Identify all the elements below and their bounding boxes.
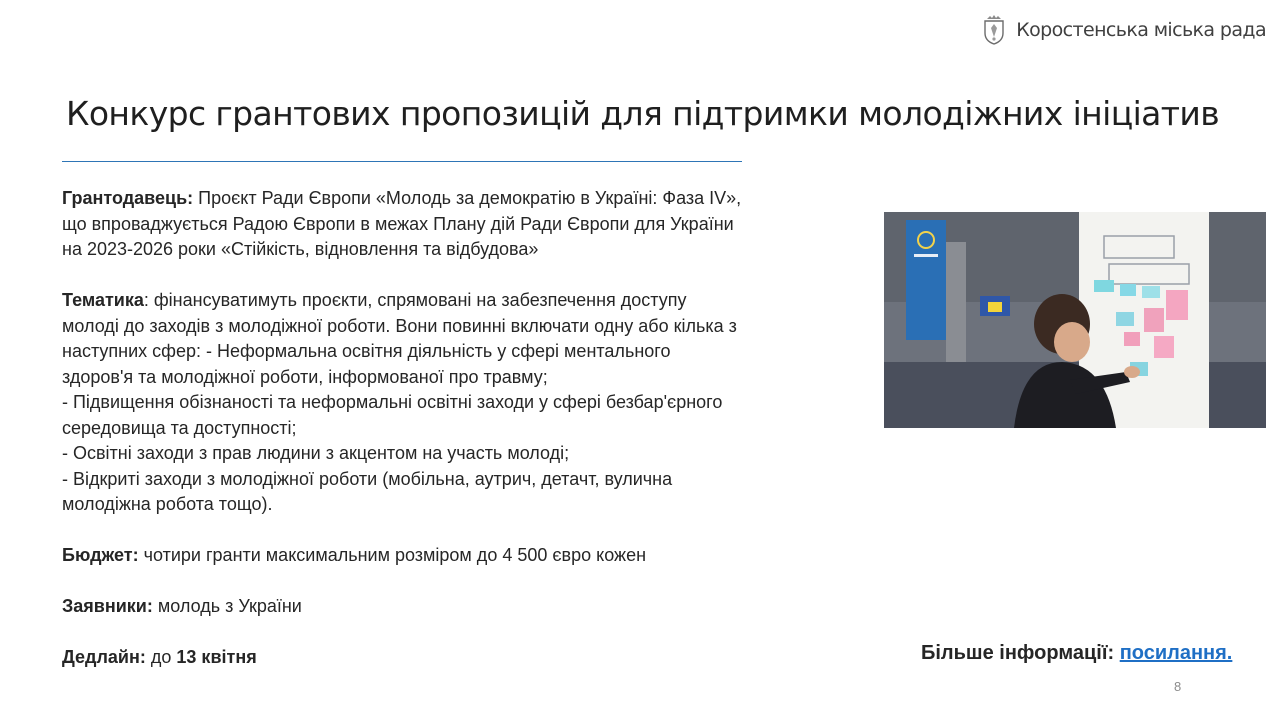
topic-paragraph xyxy=(62,288,872,518)
topic-text: молоді до заходів з молодіжної роботи. Вони повинні включати одну або кілька з xyxy=(62,315,737,336)
page-number: 8 xyxy=(1174,679,1182,694)
organization-header xyxy=(982,14,1266,46)
slide-title: Конкурс грантових пропозицій для підтримки молодіжних ініціатив xyxy=(66,94,1220,133)
applicants-paragraph xyxy=(62,594,872,620)
topic-text: - Відкриті заходи з молодіжної роботи (мобільна, аутрич, детачт, вулична xyxy=(62,468,673,489)
deadline-label: Дедлайн: xyxy=(62,647,146,667)
grantor-text: на 2023-2026 роки «Стійкість, відновлення та відбудова» xyxy=(62,239,539,259)
deadline-paragraph xyxy=(62,645,872,671)
grantor-label: Грантодавець: xyxy=(62,188,194,208)
applicants-text: молодь з України xyxy=(157,596,302,616)
topic-text: здоров'я та молодіжної роботи, інформованої про травму; xyxy=(62,366,548,387)
topic-text: середовища та доступності; xyxy=(62,417,297,438)
city-crest-icon xyxy=(982,14,1006,46)
grantor-text: Проєкт Ради Європи «Молодь за демократію в Україні: Фаза IV», xyxy=(198,188,742,208)
grantor-paragraph xyxy=(62,186,872,263)
slide-body xyxy=(62,186,872,696)
topic-text: - Підвищення обізнаності та неформальні освітні заходи у сфері безбар'єрного xyxy=(62,392,723,412)
topic-label: Тематика xyxy=(62,290,144,310)
budget-paragraph xyxy=(62,543,872,569)
deadline-date: 13 квітня xyxy=(176,647,257,667)
topic-text: молодіжна робота тощо). xyxy=(62,494,273,514)
budget-text: чотири гранти максимальним розміром до 4 500 євро кожен xyxy=(143,545,647,565)
grantor-text: що впроваджується Радою Європи в межах Плану дій Ради Європи для України xyxy=(62,213,734,234)
topic-text: наступних сфер: - Неформальна освітня діяльність у сфері ментального xyxy=(62,341,671,361)
more-info-label: Більше інформації: xyxy=(921,642,1115,664)
organization-name: Коростенська міська рада xyxy=(1016,19,1266,41)
more-info xyxy=(921,642,1232,665)
topic-text: : фінансуватимуть проєкти, спрямовані на забезпечення доступу xyxy=(143,290,687,310)
budget-label: Бюджет: xyxy=(62,545,139,565)
workshop-photo xyxy=(884,212,1266,428)
applicants-label: Заявники: xyxy=(62,596,153,616)
more-info-link[interactable]: посилання. xyxy=(1119,642,1233,664)
topic-text: - Освітні заходи з прав людини з акцентом на участь молоді; xyxy=(62,443,570,463)
deadline-prefix: до xyxy=(150,647,172,667)
title-divider xyxy=(62,161,742,162)
